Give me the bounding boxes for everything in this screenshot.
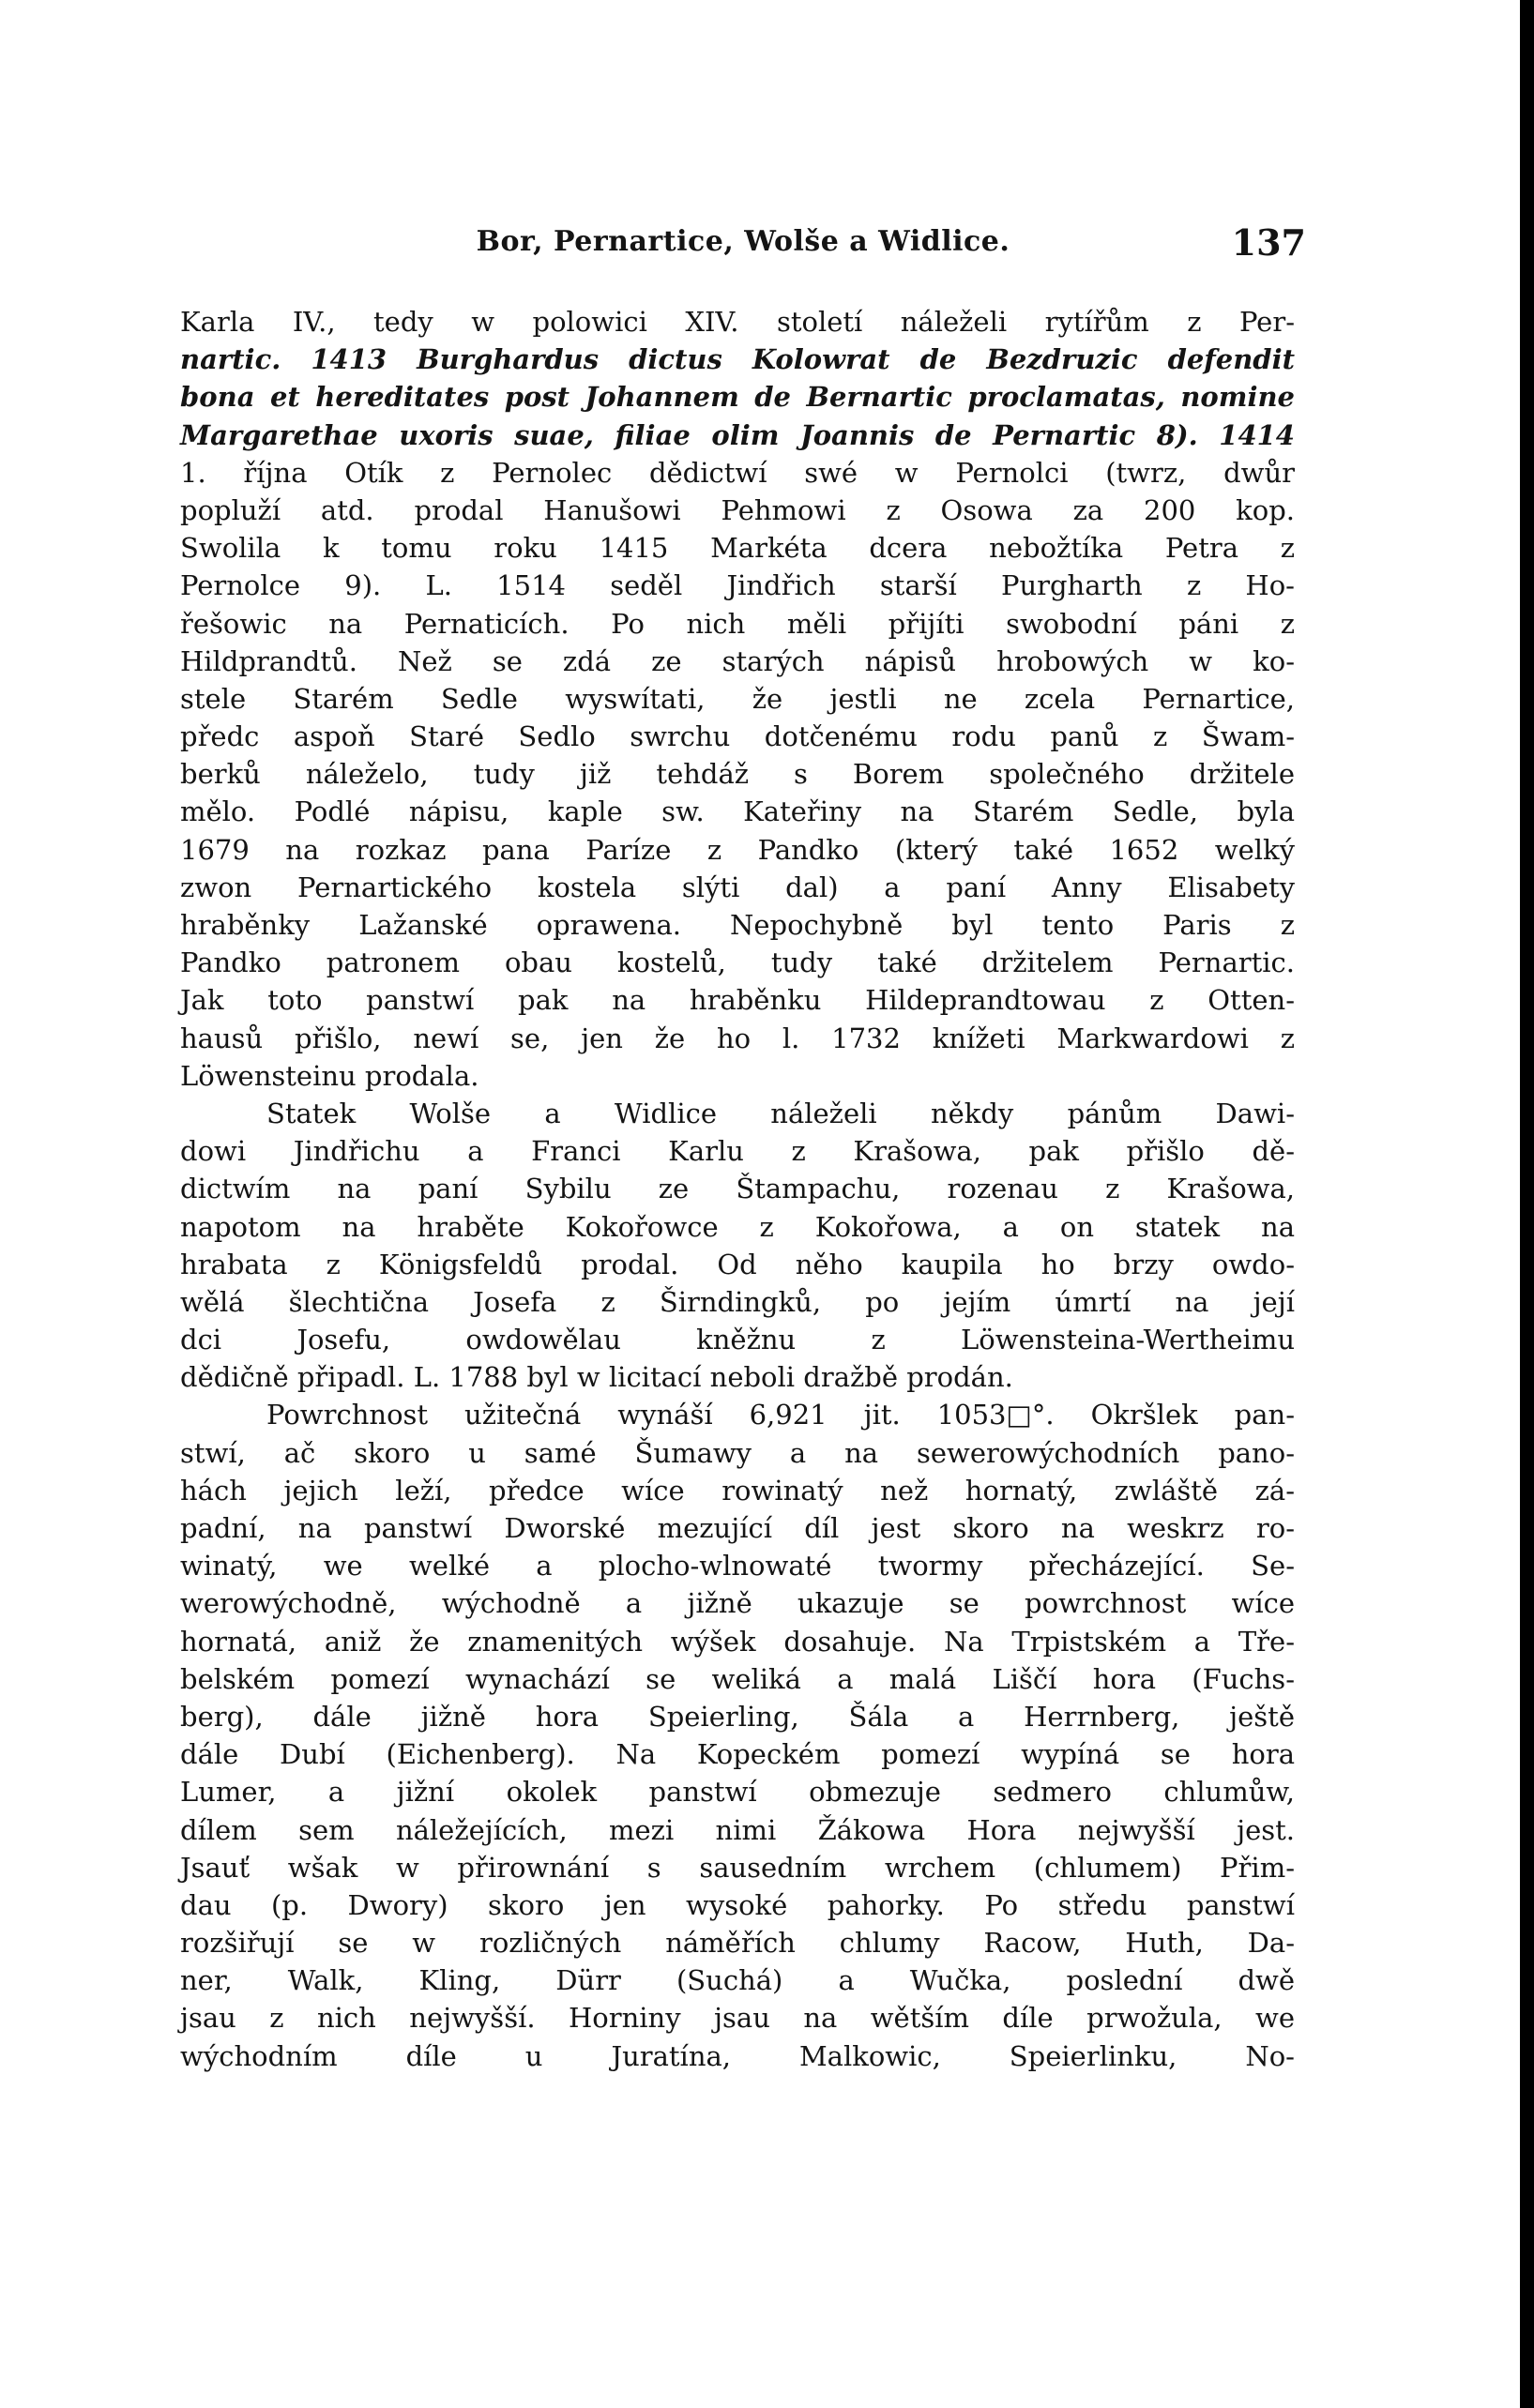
text-line: popluží atd. prodal Hanušowi Pehmowi z Osowa za 200 kop. (180, 493, 1295, 526)
text-line: 1679 na rozkaz pana Paríze z Pandko (který také 1652 welký (180, 833, 1295, 866)
text-line: Hildprandtů. Než se zdá ze starých nápisů hrobowých w ko- (180, 644, 1295, 677)
text-line: Pernolce 9). L. 1514 seděl Jindřich starší Purgharth z Ho- (180, 569, 1295, 602)
text-line: hraběnky Lažanské oprawena. Nepochybně byl tento Paris z (180, 909, 1295, 941)
text-line: dowi Jindřichu a Franci Karlu z Krašowa, pak přišlo dě- (180, 1135, 1295, 1168)
text-line: Karla IV., tedy w polowici XIV. století náleželi rytířům z Per- (180, 306, 1295, 338)
page-header (180, 221, 1306, 278)
text-line: rozšiřují se w rozličných náměřích chlumy Racow, Huth, Da- (180, 1927, 1295, 1960)
text-line: zwon Pernartického kostela slýti dal) a paní Anny Elisabety (180, 871, 1295, 903)
running-title: Bor, Pernartice, Wolše a Widlice. (476, 225, 1010, 258)
text-line: jsau z nich nejwyšší. Horniny jsau na wětším díle prwožula, we (180, 2002, 1295, 2035)
text-line: belském pomezí wynachází se weliká a malá Liščí hora (Fuchs- (180, 1662, 1295, 1695)
text-line: wýchodním díle u Juratína, Malkowic, Speierlinku, No- (180, 2039, 1295, 2072)
text-line: dědičně připadl. L. 1788 byl w licitací neboli dražbě prodán. (180, 1361, 1013, 1394)
text-line: Pandko patronem obau kostelů, tudy také držitelem Pernartic. (180, 947, 1295, 979)
text-line: napotom na hraběte Kokořowce z Kokořowa, a on statek na (180, 1210, 1295, 1243)
text-line: padní, na panstwí Dworské mezující díl jest skoro na weskrz ro- (180, 1512, 1295, 1544)
text-line: dictwím na paní Sybilu ze Štampachu, rozenau z Krašowa, (180, 1173, 1295, 1205)
text-line: ner, Walk, Kling, Dürr (Suchá) a Wučka, poslední dwě (180, 1964, 1295, 1997)
text-line: předc aspoň Staré Sedlo swrchu dotčenému rodu panů z Šwam- (180, 720, 1295, 753)
text-line: wělá šlechtična Josefa z Širndingků, po jejím úmrtí na její (180, 1285, 1295, 1318)
text-line: Swolila k tomu roku 1415 Markéta dcera nebožtíka Petra z (180, 532, 1295, 565)
text-line: Margarethae uxoris suae, filiae olim Joannis de Pernartic 8). 1414 (180, 418, 1295, 451)
text-line: Jsauť wšak w přirownání s sausedním wrchem (chlumem) Přim- (180, 1851, 1295, 1884)
page-number: 137 (1231, 221, 1306, 264)
text-line: werowýchodně, wýchodně a jižně ukazuje se powrchnost wíce (180, 1587, 1295, 1620)
text-line: bona et hereditates post Johannem de Bernartic proclamatas, nomine (180, 381, 1295, 414)
text-line: dci Josefu, owdowělau kněžnu z Löwensteina-Wertheimu (180, 1324, 1295, 1356)
text-line: nartic. 1413 Burghardus dictus Kolowrat de Bezdruzic defendit (180, 343, 1295, 376)
text-line: Powrchnost užitečná wynáší 6,921 jit. 1053□°. Okršlek pan- (266, 1399, 1295, 1431)
text-line: Jak toto panstwí pak na hraběnku Hildeprandtowau z Otten- (180, 984, 1295, 1017)
text-line: Lumer, a jižní okolek panstwí obmezuje sedmero chlumůw, (180, 1776, 1295, 1809)
text-line: winatý, we welké a plocho-wlnowaté twormy přecházející. Se- (180, 1550, 1295, 1583)
text-line: hách jejich leží, předce wíce rowinatý než hornatý, zwláště zá- (180, 1474, 1295, 1507)
body-text (180, 303, 1295, 2075)
text-line: Löwensteinu prodala. (180, 1059, 479, 1092)
text-line: hrabata z Königsfeldů prodal. Od něho kaupila ho brzy owdo- (180, 1248, 1295, 1280)
scan-edge-bar (1520, 0, 1534, 2408)
text-line: mělo. Podlé nápisu, kaple sw. Kateřiny na Starém Sedle, byla (180, 795, 1295, 828)
text-line: stele Starém Sedle wyswítati, že jestli ne zcela Pernartice, (180, 682, 1295, 715)
text-line: berg), dále jižně hora Speierling, Šála a Herrnberg, ještě (180, 1700, 1295, 1733)
text-line: Statek Wolše a Widlice náleželi někdy pánům Dawi- (266, 1097, 1295, 1129)
text-line: dílem sem náležejících, mezi nimi Žákowa Hora nejwyšší jest. (180, 1813, 1295, 1846)
text-line: řešowic na Pernaticích. Po nich měli přijíti swobodní páni z (180, 607, 1295, 640)
text-line: dále Dubí (Eichenberg). Na Kopeckém pomezí wypíná se hora (180, 1738, 1295, 1771)
text-line: hausů přišlo, newí se, jen že ho l. 1732 knížeti Markwardowi z (180, 1022, 1295, 1054)
text-line: 1. října Otík z Pernolec dědictwí swé w Pernolci (twrz, dwůr (180, 456, 1295, 489)
text-line: berků náleželo, tudy již tehdáž s Borem společného držitele (180, 758, 1295, 791)
text-line: stwí, ač skoro u samé Šumawy a na sewerowýchodních pano- (180, 1436, 1295, 1469)
text-line: hornatá, aniž že znamenitých wýšek dosahuje. Na Trpistském a Tře- (180, 1625, 1295, 1658)
text-line: dau (p. Dwory) skoro jen wysoké pahorky. Po středu panstwí (180, 1888, 1295, 1921)
